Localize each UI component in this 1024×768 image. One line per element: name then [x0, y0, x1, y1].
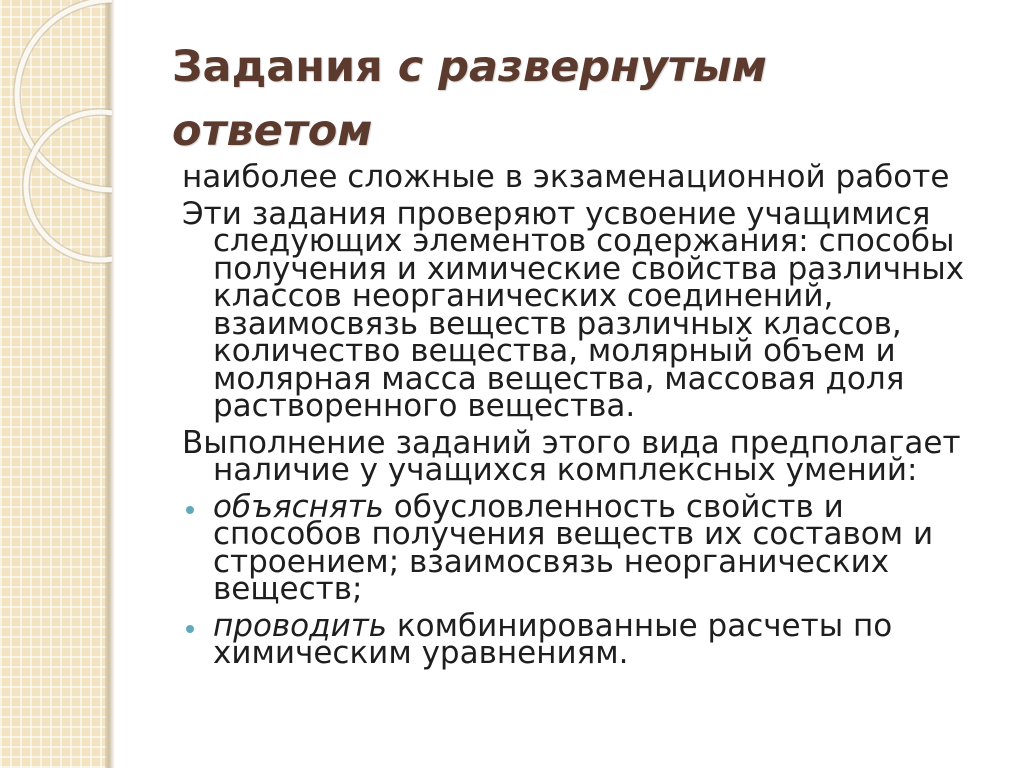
bullet-line: химическим уравнениям.: [213, 635, 629, 671]
bullet-dot-icon: [186, 506, 194, 514]
paragraph-line: классов неорганических соединений,: [213, 278, 834, 314]
bullet-line: веществ;: [213, 571, 363, 607]
paragraph-line: Эти задания проверяют усвоение учащимися: [182, 195, 931, 232]
paragraph-line: молярная масса вещества, массовая доля: [213, 360, 905, 397]
paragraph-intro: [182, 159, 964, 195]
title-italic-line-1: с развернутым: [397, 42, 767, 92]
title-plain: Задания: [172, 42, 383, 92]
bullet-line: строением; взаимосвязь неорганических: [213, 543, 890, 580]
paragraph-line: следующих элементов содержания: способы: [213, 223, 955, 259]
decorative-rings: [0, 0, 112, 300]
bullet-item-explain: [182, 488, 964, 607]
paragraph-line: растворенного вещества.: [213, 388, 636, 424]
paragraph-line: Выполнение заданий этого вида предполагает: [182, 424, 961, 461]
bullet-item-calculate: [182, 607, 964, 671]
paragraph-line: получения и химические свойства различных: [213, 250, 965, 287]
bullet-dot-icon: [186, 625, 194, 633]
bullet-text: комбинированные расчеты по: [396, 607, 893, 644]
bullet-text: обусловленность свойств и: [393, 488, 844, 525]
paragraph-line: количество вещества, молярный объем и: [213, 333, 896, 369]
paragraph-line: наличие у учащихся комплексных умений:: [213, 452, 918, 488]
paragraph-line: наиболее сложные в экзаменационной работе: [182, 159, 950, 195]
slide-body: [182, 159, 965, 671]
paragraph-line: взаимосвязь веществ различных классов,: [213, 305, 902, 342]
bullet-line: способов получения веществ их составом и: [213, 516, 934, 552]
paragraph-skills: [182, 424, 964, 488]
paragraph-content-elements: [182, 195, 965, 424]
bullet-emphasis: проводить: [213, 607, 388, 644]
slide-title: [172, 35, 767, 163]
bullet-emphasis: объяснять: [213, 488, 384, 525]
title-italic-line-2: ответом: [172, 106, 373, 156]
